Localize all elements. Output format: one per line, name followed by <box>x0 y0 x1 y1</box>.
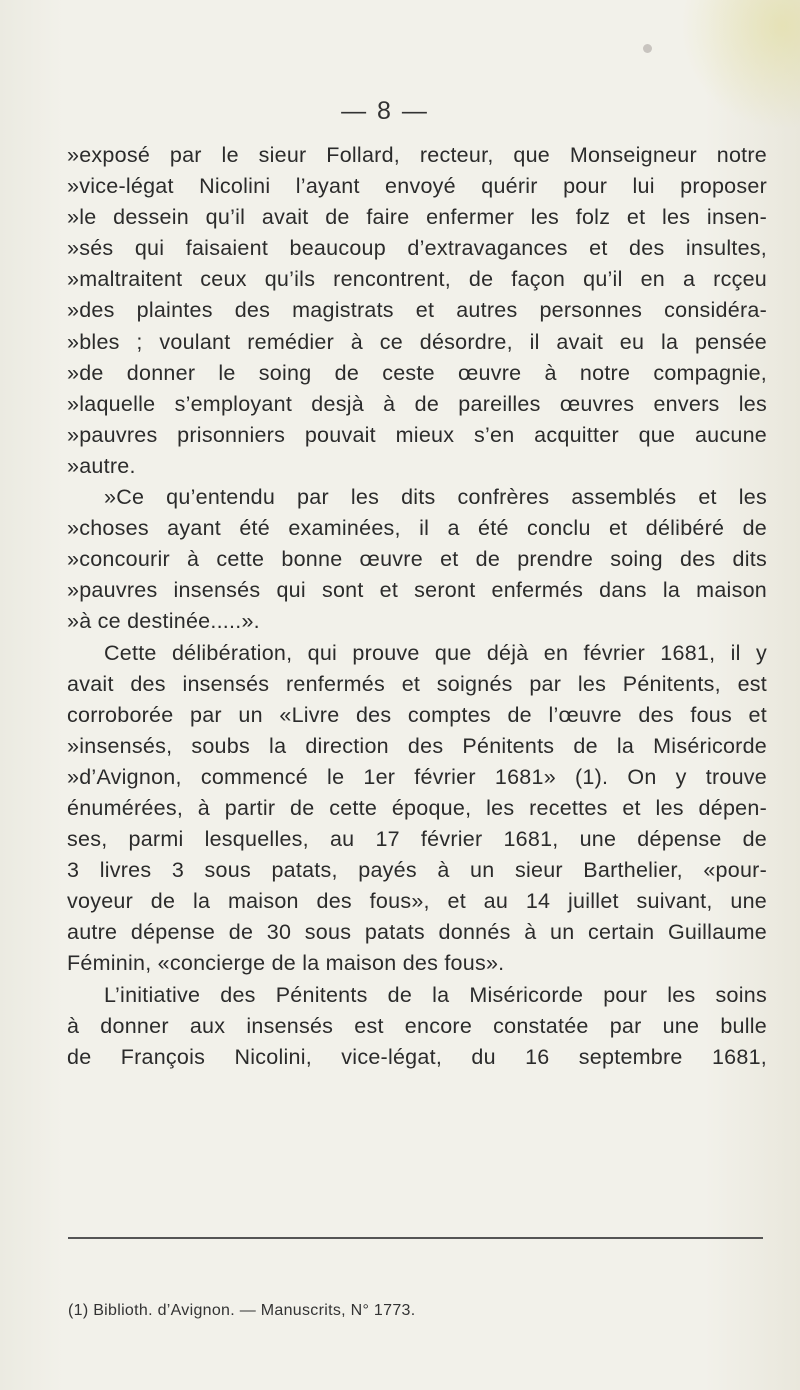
text-line: de François Nicolini, vice-légat, du 16 septembre 1681, <box>67 1044 767 1069</box>
text-line: »exposé par le sieur Follard, recteur, que Monseigneur notre <box>67 143 767 167</box>
text-line: »concourir à cette bonne œuvre et de prendre soing des dits <box>67 547 767 572</box>
text-line: énumérées, à partir de cette époque, les recettes et les dépen- <box>67 795 767 820</box>
text-line: avait des insensés renfermés et soignés par les Pénitents, est <box>67 671 767 696</box>
body-text <box>67 140 767 1073</box>
text-line: L’initiative des Pénitents de la Miséricorde pour les soins <box>104 982 767 1007</box>
text-line: »pauvres insensés qui sont et seront enfermés dans la maison <box>67 578 767 603</box>
footnote: (1) Biblioth. d’Avignon. — Manuscrits, N° 1773. <box>68 1302 416 1319</box>
text-line: 3 livres 3 sous patats, payés à un sieur Barthelier, «pour- <box>67 858 767 883</box>
text-line: »choses ayant été examinées, il a été conclu et délibéré de <box>67 516 767 541</box>
text-line: »laquelle s’employant desjà à de pareilles œuvres envers les <box>67 391 767 416</box>
text-line: Féminin, «concierge de la maison des fous». <box>67 951 505 976</box>
paper-spot <box>643 44 652 53</box>
text-line: »sés qui faisaient beaucoup d’extravagances et des insultes, <box>67 236 767 261</box>
text-line: »pauvres prisonniers pouvait mieux s’en acquitter que aucune <box>67 422 767 447</box>
footnote-divider <box>68 1237 763 1239</box>
text-line: »des plaintes des magistrats et autres personnes considéra- <box>67 298 767 323</box>
text-line: »à ce destinée.....». <box>67 609 260 634</box>
text-line: voyeur de la maison des fous», et au 14 juillet suivant, une <box>67 889 767 914</box>
text-line: Cette délibération, qui prouve que déjà en février 1681, il y <box>104 640 767 665</box>
text-line: à donner aux insensés est encore constatée par une bulle <box>67 1013 767 1038</box>
text-line: »Ce qu’entendu par les dits confrères assemblés et les <box>104 485 767 510</box>
text-line: corroborée par un «Livre des comptes de l’œuvre des fous et <box>67 702 767 727</box>
text-line: »de donner le soing de ceste œuvre à notre compagnie, <box>67 360 767 385</box>
text-line: »maltraitent ceux qu’ils rencontrent, de façon qu’il en a rcçeu <box>67 267 767 292</box>
page-number: — 8 — <box>341 97 429 125</box>
text-line: »insensés, soubs la direction des Pénitents de la Miséricorde <box>67 733 767 758</box>
text-line: »d’Avignon, commencé le 1er février 1681» (1). On y trouve <box>67 764 767 789</box>
text-line: »le dessein qu’il avait de faire enfermer les folz et les insen- <box>67 205 767 230</box>
text-line: autre dépense de 30 sous patats donnés à un certain Guillaume <box>67 920 767 945</box>
text-line: ses, parmi lesquelles, au 17 février 1681, une dépense de <box>67 827 767 852</box>
text-line: »vice-légat Nicolini l’ayant envoyé quérir pour lui proposer <box>67 174 767 199</box>
text-line: »autre. <box>67 453 136 478</box>
text-line: »bles ; voulant remédier à ce désordre, il avait eu la pensée <box>67 329 767 354</box>
